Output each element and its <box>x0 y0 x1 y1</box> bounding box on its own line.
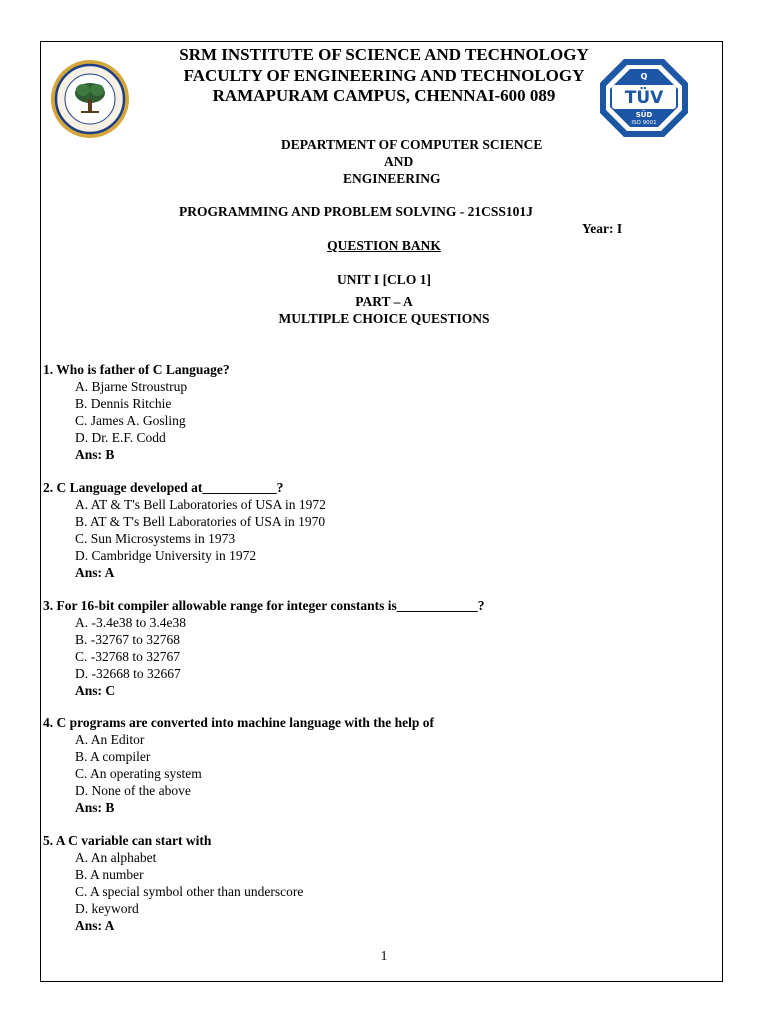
answer: Ans: A <box>75 565 115 580</box>
option: B. AT & T's Bell Laboratories of USA in 1970 <box>75 514 326 529</box>
question-5 <box>43 832 703 934</box>
course-title: PROGRAMMING AND PROBLEM SOLVING - 21CSS101J <box>179 204 533 219</box>
campus-name: RAMAPURAM CAMPUS, CHENNAI-600 089 <box>212 86 556 105</box>
option: B. A number <box>75 867 144 882</box>
option: B. Dennis Ritchie <box>75 396 172 411</box>
section-title: MULTIPLE CHOICE QUESTIONS <box>278 311 490 326</box>
question-text: 4. C programs are converted into machine language with the help of <box>43 715 434 730</box>
part-title: PART – A <box>355 294 413 309</box>
option: D. keyword <box>75 901 139 916</box>
question-text: 1. Who is father of C Language? <box>43 362 230 377</box>
question-4 <box>43 714 703 816</box>
question-1 <box>43 361 703 463</box>
tuv-q-text: Q <box>640 72 648 81</box>
option: C. James A. Gosling <box>75 413 186 428</box>
answer: Ans: C <box>75 683 116 698</box>
option: D. Dr. E.F. Codd <box>75 430 166 445</box>
option: A. Bjarne Stroustrup <box>75 379 188 394</box>
page-number: 1 <box>380 948 388 963</box>
faculty-name: FACULTY OF ENGINEERING AND TECHNOLOGY <box>183 66 585 85</box>
question-2 <box>43 479 703 581</box>
option: D. -32668 to 32667 <box>75 666 181 681</box>
department-line-2: AND <box>384 154 414 169</box>
option: A. -3.4e38 to 3.4e38 <box>75 615 186 630</box>
tuv-sub-text: SÜD <box>635 111 653 119</box>
option: B. -32767 to 32768 <box>75 632 181 647</box>
option: A. An Editor <box>75 732 145 747</box>
answer: Ans: A <box>75 918 115 933</box>
question-3 <box>43 597 703 699</box>
option: D. None of the above <box>75 783 191 798</box>
question-text: 2. C Language developed at___________? <box>43 480 284 495</box>
option: C. Sun Microsystems in 1973 <box>75 531 236 546</box>
department-line-1: DEPARTMENT OF COMPUTER SCIENCE <box>281 137 543 152</box>
tuv-text: TÜV <box>624 88 664 108</box>
option: B. A compiler <box>75 749 151 764</box>
institute-name: SRM INSTITUTE OF SCIENCE AND TECHNOLOGY <box>179 45 589 64</box>
option: A. An alphabet <box>75 850 157 865</box>
department-line-3: ENGINEERING <box>343 171 441 186</box>
question-text: 5. A C variable can start with <box>43 833 212 848</box>
year-label: Year: I <box>582 221 623 236</box>
unit-title: UNIT I [CLO 1] <box>337 272 431 287</box>
question-text: 3. For 16-bit compiler allowable range for integer constants is____________? <box>43 598 485 613</box>
option: D. Cambridge University in 1972 <box>75 548 257 563</box>
tuv-iso-text: ISO 9001 <box>631 120 657 126</box>
option: C. An operating system <box>75 766 202 781</box>
question-bank-title: QUESTION BANK <box>327 238 441 253</box>
option: A. AT & T's Bell Laboratories of USA in 1972 <box>75 497 326 512</box>
answer: Ans: B <box>75 447 115 462</box>
answer: Ans: B <box>75 800 115 815</box>
option: C. A special symbol other than underscore <box>75 884 304 899</box>
option: C. -32768 to 32767 <box>75 649 181 664</box>
